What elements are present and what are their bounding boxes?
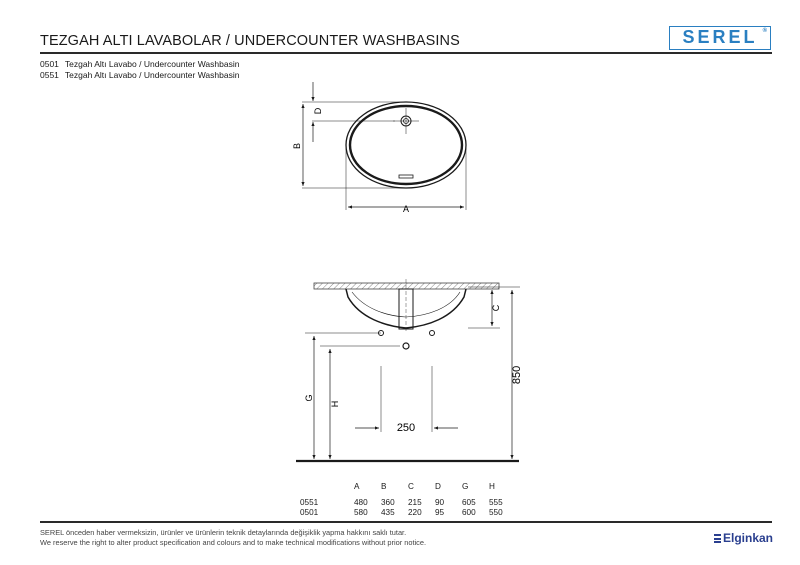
table-row bbox=[300, 498, 516, 508]
elginkan-logo bbox=[714, 531, 773, 545]
disclaimer-tr: SEREL önceden haber vermeksizin, ürünler ve ürünlerin teknik detaylarında değişiklik yapma hakkını saklı tutar. bbox=[40, 528, 407, 537]
spec-header: D bbox=[435, 482, 441, 491]
product-code: 0551 bbox=[40, 70, 59, 80]
table-cell: 215 bbox=[408, 498, 422, 507]
dim-label-c: C bbox=[491, 304, 501, 312]
dim-label-250: 250 bbox=[396, 422, 416, 434]
table-cell: 360 bbox=[381, 498, 395, 507]
countertop bbox=[314, 283, 499, 289]
spec-header: C bbox=[408, 482, 414, 491]
spec-header: H bbox=[489, 482, 495, 491]
table-cell: 90 bbox=[435, 498, 445, 507]
spec-header: G bbox=[462, 482, 469, 491]
top-view bbox=[302, 82, 466, 210]
table-cell: 480 bbox=[354, 498, 368, 507]
fixing-hole-right bbox=[430, 331, 435, 336]
table-cell: 550 bbox=[489, 508, 503, 517]
spec-header: A bbox=[354, 482, 360, 491]
product-name: Tezgah Altı Lavabo / Undercounter Washbasin bbox=[64, 70, 240, 80]
table-row bbox=[300, 508, 516, 518]
row-label: 0551 bbox=[300, 498, 319, 507]
table-cell: 600 bbox=[462, 508, 476, 517]
footer-disclaimer bbox=[40, 528, 426, 548]
dim-label-b: B bbox=[292, 142, 302, 150]
waste-connection bbox=[403, 343, 409, 349]
spec-table bbox=[300, 482, 516, 518]
table-cell: 555 bbox=[489, 498, 503, 507]
disclaimer-en: We reserve the right to alter product specification and colours and to make technical modifications without prior notice. bbox=[40, 538, 427, 547]
dim-label-g: G bbox=[304, 394, 314, 402]
footer-rule bbox=[40, 521, 772, 523]
dim-label-a: A bbox=[402, 204, 410, 214]
page-title: TEZGAH ALTI LAVABOLAR / UNDERCOUNTER WASHBASINS bbox=[40, 33, 460, 49]
dim-label-d: D bbox=[313, 107, 323, 115]
logo-text: SEREL bbox=[682, 27, 758, 47]
table-cell: 220 bbox=[408, 508, 422, 517]
row-label: 0501 bbox=[300, 508, 319, 517]
table-cell: 435 bbox=[381, 508, 395, 517]
registered-mark: ® bbox=[762, 28, 767, 34]
product-name: Tezgah Altı Lavabo / Undercounter Washbasin bbox=[64, 59, 240, 69]
brand-name: Elginkan bbox=[723, 531, 774, 545]
table-cell: 605 bbox=[462, 498, 476, 507]
spec-header: B bbox=[381, 482, 387, 491]
table-cell: 580 bbox=[354, 508, 368, 517]
overflow-slot bbox=[399, 175, 413, 178]
spec-header-row bbox=[300, 482, 516, 492]
product-code: 0501 bbox=[40, 59, 59, 69]
table-cell: 95 bbox=[435, 508, 445, 517]
dim-label-h: H bbox=[330, 400, 340, 408]
elginkan-mark-icon bbox=[714, 534, 721, 543]
dim-label-850: 850 bbox=[511, 365, 523, 385]
